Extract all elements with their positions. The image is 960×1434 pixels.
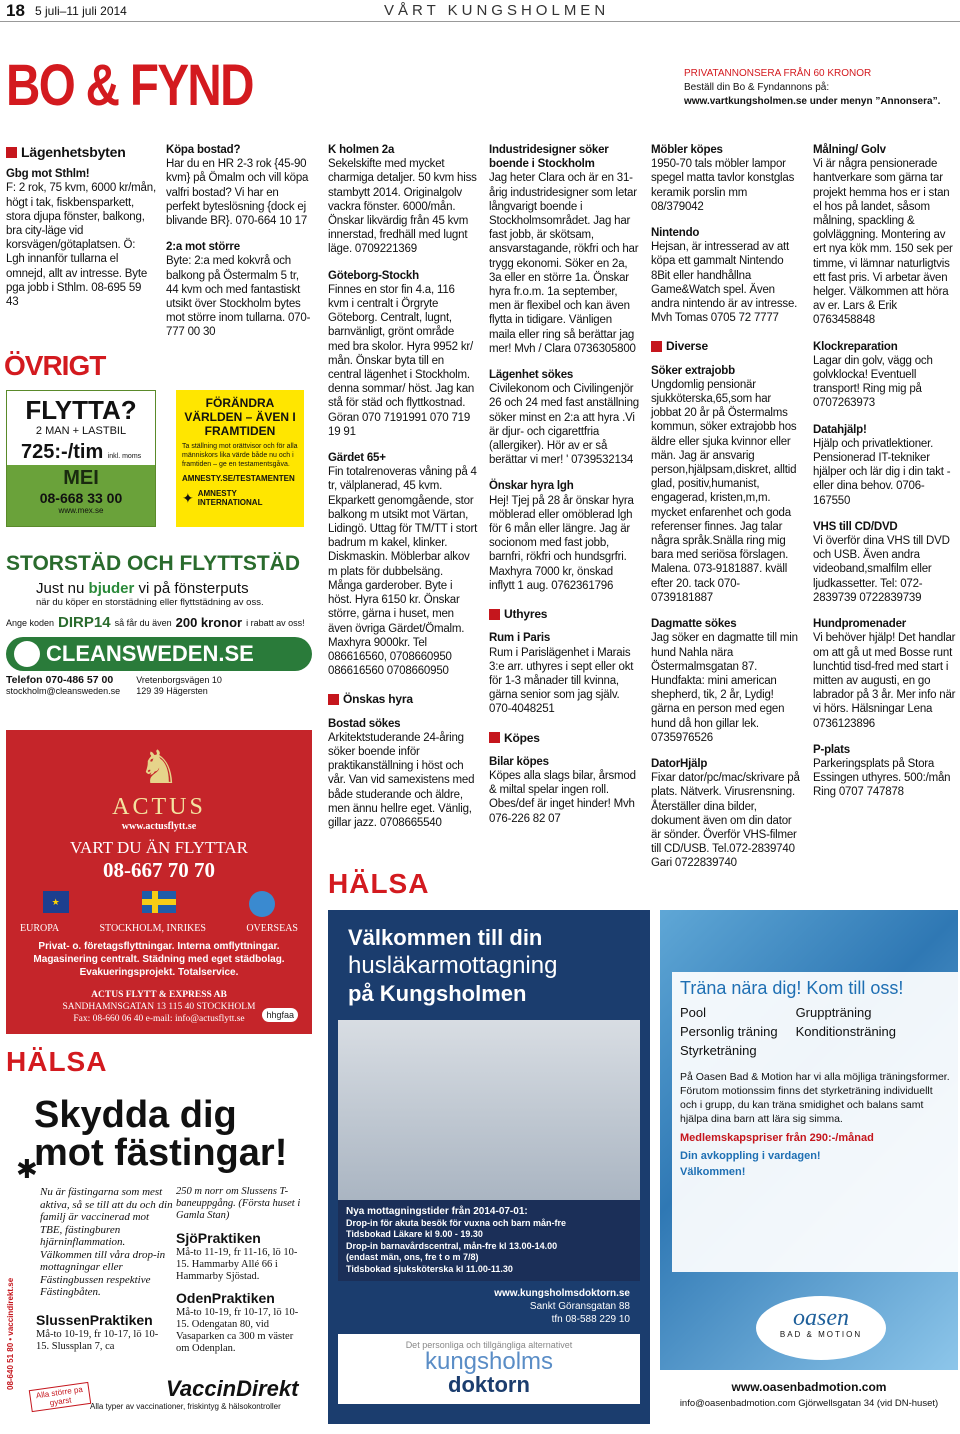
- ad-body: Har du en HR 2-3 rok {45-90 kvm} på Ömalm och vill köpa valfri bostad? Vi har en perfekt byteslösning {dock ej blivande BR}. 070-664 10 17: [166, 158, 309, 228]
- vaccin-sjo-text: Må-to 11-19, fr 11-16, lö 10-15. Hammarby Allé 66 i Hammarby Sjöstad.: [176, 1247, 298, 1282]
- clean-code-row: Ange koden DIRP14 så får du även 200 kronor i rabatt av oss!: [6, 614, 305, 631]
- actus-web[interactable]: www.actusflytt.se: [121, 821, 197, 832]
- ad-body: Fixar dator/pc/mac/skrivare på plats. Nätverk. Virusrensning. Återställer dina bilder, dokument även om din dator är sönder. Överför VHS-filmer till CD/USB. Tel.072-2839740 Gari 0722839740: [651, 772, 800, 870]
- ad-heading: Gbg mot Sthlm!: [6, 168, 90, 181]
- oasen-welcome-2: Välkommen!: [680, 1166, 746, 1178]
- section-lagenhetsbyten: Lägenhetsbyten: [6, 145, 156, 159]
- ovrigt-heading: ÖVRIGT: [4, 350, 106, 381]
- doktor-footer: Det personliga och tillgängliga alternativet kungsholms doktorn: [338, 1334, 640, 1404]
- sweden-flag-icon: [142, 891, 176, 913]
- ad-heading: Gärdet 65+: [328, 452, 386, 465]
- vaccin-title-1: Skydda dig: [34, 1094, 237, 1136]
- globe-icon: [249, 891, 275, 917]
- oasen-ad[interactable]: [660, 910, 958, 1424]
- vaccin-title-2: mot fästingar!: [34, 1132, 288, 1174]
- flytta-price: 725:-/tim: [21, 441, 104, 463]
- flytta-line: 2 MAN + LASTBIL: [7, 425, 155, 441]
- column-2: [166, 143, 314, 340]
- section-marker-icon: [6, 147, 17, 158]
- column-6: [813, 143, 957, 800]
- column-3: [328, 143, 478, 830]
- ad-body: Lagar din golv, vägg och golvklocka! Eventuell transport! Ring mig på 0707263973: [813, 354, 933, 410]
- vaccin-side: 08-640 51 80 • vaccindirekt.se: [6, 1277, 15, 1390]
- ad-heading: Rum i Paris: [489, 632, 551, 645]
- kungsholmsdoktorn-ad[interactable]: [328, 910, 650, 1424]
- oasen-logo: oasen BAD & MOTION: [756, 1296, 886, 1360]
- actus-brand: ACTUS: [112, 794, 206, 820]
- ad-heading: Önskar hyra lgh: [489, 480, 574, 493]
- oasen-panel: [672, 972, 958, 1272]
- section-marker-icon: [651, 341, 662, 352]
- ad-heading: K holmen 2a: [328, 144, 395, 156]
- ad-body: Vi överför dina VHS till DVD och USB. Även andra videoband,smalfilm eller ljudkassetter. Tel: 072-2839739 0722839739: [813, 535, 950, 604]
- ad-body: Arkitektstuderande 24-åring söker boende inför praktikanställning i höst och vår. Van vid samexistens med både studerande och äldre, men ännu hellre eget. Vänlig, gillar jazz. 0708665540: [328, 731, 475, 829]
- section-diverse: Diverse: [651, 339, 801, 353]
- ad-heading: Datahjälp!: [813, 423, 867, 436]
- flytta-web: www.mex.se: [58, 506, 104, 515]
- ad-heading: Möbler köpes: [651, 144, 723, 156]
- halsa-heading-left: HÄLSA: [6, 1046, 108, 1077]
- order-url[interactable]: www.vartkungsholmen.se under menyn ”Annonsera”.: [684, 96, 941, 107]
- ad-body: Sekelskifte med mycket charmiga detaljer. 50 kvm hiss stambytt 2014. Originalgolv vackra fönster. 6000/mån. Önskar likvärdig från 45 kvm innerstad, fredhäll med lugnt läge. 0709221369: [328, 158, 477, 256]
- ad-body: Rum i Parislägenhet i Marais 3:e arr. uthyres i sept eller okt för 1-3 månader till kvinna, gärna senior som jag själv. 070-4048251: [489, 646, 634, 716]
- section-kopes: Köpes: [489, 731, 639, 745]
- oasen-title: Träna nära dig! Kom till oss!: [680, 978, 904, 998]
- candle-icon: ✦: [182, 489, 194, 506]
- order-info: [684, 67, 940, 109]
- issue-date: 5 juli–11 juli 2014: [35, 4, 127, 18]
- column-1: [6, 143, 156, 309]
- ad-body: Jag heter Clara och är en 31-årig industridesigner som letar långvarigt boende i Stockholmsområdet. Jag har fast jobb, är skötsam, ansvarstagande, rökfri och har trygg ekonomi. Söker en 2a, 3a eller en större 1a. Önskar hyra fr.o.m. 1a september, men är flexibel och kan även flytta in tidigare. Vänligen maila eller ring så berättar jag mer! Mvh / Clara 0736305800: [489, 172, 639, 355]
- ad-body: 1950-70 tals möbler lampor spegel matta tavlor konstglas keramik porslin mm 08/379042: [651, 158, 795, 213]
- ad-heading: Klockreparation: [813, 340, 898, 353]
- oasen-price: Medlemskapspriser från 290:-/månad: [680, 1132, 874, 1144]
- ad-heading: 2:a mot större: [166, 241, 240, 254]
- vaccin-sluss-text: Må-to 10-19, fr 10-17, lö 10-15. Slussplan 7, ca: [36, 1329, 159, 1352]
- ad-body: Vi är några pensionerade hantverkare som gärna tar projekt hemma hos er i stan el hos på landet, såsom målning, spackling & golvläggning. Montering av ert nya kök mm. 150 sek per timme, vi lämnar naturligtvis ett fast pris. Vi arbetar även helger. Välkommen att höra av er. Lars & Erik 0763458848: [813, 158, 953, 327]
- ad-heading: Lägenhet sökes: [489, 369, 574, 382]
- ad-body: Ungdomlig pensionär sjukköterska,65,som har jobbat 20 år på Östermalms kommun, söker extrajobb hos äldre eller sjuka kvinnor eller män. Jag är ansvarig person,hjälpsam,diskret, alltid glad, positiv,humanist, engagerad, kristen,m,m. mycket enfarenhet och goda referenser finnes. Jag talar några språk.Snälla ring mig bara med seriösa förslagen. Malena. 073-9181887. kväll efter 20. tack 070-0739181887: [651, 378, 797, 604]
- cleansweden-ad[interactable]: [6, 552, 312, 722]
- ad-body: Civilekonom och Civilingenjör 26 och 24 med fast anställning söker minst en 2:a att hyra .Vi är djur- och cigarettfria (allergiker). Hör av er så berättar vi mer! ' 0739532134: [489, 383, 639, 467]
- ad-heading: Köpa bostad?: [166, 144, 241, 156]
- amnesty-title: FÖRÄNDRA VÄRLDEN – ÄVEN I FRAMTIDEN: [184, 396, 296, 438]
- ad-heading: Göteborg-Stockh: [328, 269, 419, 282]
- page-header: [0, 0, 960, 22]
- ad-body: Finnes en stor fin 4.a, 116 kvm i centralt i Örgryte Göteborg. Centralt, lugnt, barnvänligt, grönt område med bra skolor. Hyra 9952 kr/ mån. Önskar byta till en central lägenhet i Stockholm. denna sommar/ höst. Jag kan stå för städ och flyttkostnad. Göran 070 7191991 070 719 19 91: [328, 283, 475, 438]
- oasen-welcome-1: Din avkoppling i vardagen!: [680, 1150, 821, 1162]
- actus-services: Privat- o. företagsflyttningar. Interna omflyttningar. Magasinering centralt. Städning med eget städbolag. Evakueringsprojekt. Totalservice.: [33, 941, 285, 978]
- private-ads-line: PRIVATANNONSERA FRÅN 60 KRONOR: [684, 68, 872, 79]
- ad-heading: Industridesigner söker boende i Stockholm: [489, 144, 609, 171]
- amnesty-url: AMNESTY.SE/TESTAMENTEN: [182, 474, 295, 483]
- ad-body: Fin totalrenoveras våning på 4 tr, välplanerad, 45 kvm. Ekparkett genomgående, stor balkong m utsikt mot Värtan, Lidingö. Uttag för TM/TT i stort badrum m kakel, klinker. Diskmaskin. Möblerbar alkov m plats för dubbelsäng. Många garderober. Byte i höst. Hyra 6150 kr. Önskar större, gärna i huset, men även övriga Gärdet/Ömalm. Maxhyra 9000kr. Tel 086616560, 0708660950 086616560 0708660950: [328, 466, 478, 678]
- vaccin-brand: VaccinDirekt: [166, 1376, 299, 1401]
- column-4: [489, 143, 639, 826]
- column-5: [651, 143, 801, 871]
- oasen-contact: info@oasenbadmotion.com Gjörwellsgatan 34 (vid DN-huset): [679, 1398, 939, 1409]
- section-title: BO & FYND: [6, 53, 253, 118]
- vaccin-oden-text: Må-to 10-19, fr 10-17, lö 10-15. Odengatan 80, vid Vasaparken ca 300 m väster om Odenplan.: [176, 1307, 299, 1354]
- clean-brand-row: [6, 637, 312, 671]
- clean-offer-sub: när du köper en storstädning eller flyttstädning av oss.: [36, 597, 264, 608]
- ad-heading: VHS till CD/DVD: [813, 520, 898, 533]
- doktor-contact: www.kungsholmsdoktorn.se Sankt Göransgatan 88 tfn 08-588 229 10: [494, 1288, 630, 1325]
- oasen-bullets: Pool Personlig träning Styrketräning Gruppträning Konditionsträning: [680, 1005, 897, 1058]
- amnesty-ad[interactable]: [176, 390, 304, 527]
- ad-body: Jag söker en dagmatte till min hund Nahla nära Östermalmsgatan 87. Hundfakta: mini american shepherd, tik, 2 år, Lydig! gärna en person med egen hund då hon gillar lek. 0735976526: [651, 632, 798, 744]
- oasen-text: På Oasen Bad & Motion har vi alla möjliga träningsformer. Förutom motionssim finns det styrketräning individuellt och i grupp, du kan träna smidighet och balans samt hjälpa dina barn att lära sig simma.: [680, 1071, 950, 1125]
- section-marker-icon: [489, 732, 500, 743]
- ad-body: Hjälp och privatlektioner. Pensionerad IT-tekniker hjälper och lär dig i din takt - eller dina behov. 0706-167550: [813, 437, 951, 507]
- ad-heading: Målning/ Golv: [813, 144, 886, 156]
- flytta-title: FLYTTA?: [7, 391, 155, 425]
- ad-body: Hej! Tjej på 28 år önskar hyra möblerad eller omöblerad lgh för 6 mån eller längre. Jag är socionom med fast jobb, barnfri, rökfri och hundsgrfri. Maxhyra 7000 kr, önskad inflytt 1 aug. 0762361796: [489, 494, 634, 592]
- eu-flag-icon: ★: [43, 891, 69, 913]
- actus-cert: hhgfaa: [262, 1008, 298, 1022]
- ad-heading: Dagmatte sökes: [651, 618, 737, 631]
- clean-code: DIRP14: [58, 614, 111, 631]
- actus-regions: EUROPA STOCKHOLM, INRIKES OVERSEAS: [20, 923, 298, 934]
- actus-ad[interactable]: [6, 730, 312, 1034]
- section-marker-icon: [489, 609, 500, 620]
- vaccindirekt-ad[interactable]: [6, 1090, 312, 1424]
- vaccin-intro: Nu är fästingarna som mest aktiva, så se till att du och din familj är vaccinerad mot TBE, fästingburen hjärninflammation. Välkommen till våra drop-in mottagningar eller Fästingbussen respektive Fästingbåten.: [40, 1186, 173, 1298]
- actus-flags: [6, 891, 312, 917]
- section-uthyres: Uthyres: [489, 607, 639, 621]
- ad-heading: Söker extrajobb: [651, 364, 735, 377]
- clean-contact: Telefon 070-486 57 00 stockholm@cleansweden.se Vretenborgsvägen 10 129 39 Hägersten: [6, 674, 222, 696]
- section-onskas-hyra: Önskas hyra: [328, 692, 478, 706]
- pegasus-icon: ♞: [138, 742, 180, 793]
- flytta-phone: 08-668 33 00: [39, 490, 123, 506]
- flytta-vat: inkl. moms: [107, 453, 142, 460]
- ad-body: Vi behöver hjälp! Det handlar om att gå ut med Bosse runt lunchtid tisd-fred med start i mitten av augusti, en go labrador på 3 år. Mer info när vi hörs. Hälsningar Lena 0736123896: [813, 632, 956, 730]
- flytta-logo: MEI: [63, 467, 99, 489]
- ad-body: Hejsan, är intresserad av att köpa ett gammalt Nintendo 8Bit eller handhållna Game&Watch spel. Även andra nintendo är av intresse. Mvh Tomas 0705 72 7777: [651, 241, 798, 325]
- oasen-web[interactable]: www.oasenbadmotion.com: [731, 1380, 887, 1394]
- ad-body: Köpes alla slags bilar, årsmod & miltal spelar ingen roll. Obes/def är inget hinder! Mvh 076-226 82 07: [489, 769, 636, 825]
- vaccin-oden: OdenPraktiken: [176, 1290, 275, 1306]
- doktor-headline: Välkommen till din husläkarmottagning på Kungsholmen: [348, 925, 558, 1006]
- clean-amount: 200 kronor: [175, 615, 243, 630]
- amnesty-logo: ✦ AMNESTY INTERNATIONAL: [182, 489, 263, 507]
- halsa-heading-right: HÄLSA: [328, 868, 430, 899]
- amnesty-text: Ta ställning mot orättvisor och för alla människors lika värde både nu och i framtiden – ge en testamentsgåva.: [182, 443, 298, 468]
- actus-footer: ACTUS FLYTT & EXPRESS AB SANDHAMNSGATAN 13 115 40 STOCKHOLM Fax: 08-660 06 40 e-mail: info@actusflytt.se: [62, 990, 256, 1024]
- vaccin-bus: 250 m norr om Slussens T-baneuppgång. (Första huset i Gamla Stan): [176, 1186, 301, 1221]
- clean-offer: Just nu bjuder vi på fönsterputs: [36, 580, 249, 597]
- tick-icon: ✱: [16, 1154, 38, 1184]
- vaccin-tag: Alla typer av vaccinationer, friskintyg & hälsokontroller: [90, 1402, 281, 1411]
- ad-body: Parkeringsplats på Stora Essingen uthyres. 500:/mån Ring 0707 747878: [813, 757, 951, 799]
- order-line: Beställ din Bo & Fyndannons på:: [684, 82, 830, 93]
- staff-photo: [338, 1020, 640, 1200]
- clean-brand: CLEANSWEDEN.SE: [46, 641, 254, 666]
- ad-heading: Hundpromenader: [813, 618, 907, 631]
- page-number: 18: [6, 1, 25, 20]
- paper-name: VÅRT KUNGSHOLMEN: [384, 2, 610, 19]
- ad-body: F: 2 rok, 75 kvm, 6000 kr/mån, högt i tak, fiskbensparkett, stora djupa fönster, balkong, bra city-läge vid korsvägen/götaplatsen. Ö: Lgh innanför tullarna el omnejd, allt av intresse. Byte pga jobb i Sthlm. 08-695 59 43: [6, 182, 156, 309]
- flytta-ad[interactable]: [6, 390, 156, 527]
- flytta-price-row: [7, 441, 155, 465]
- actus-slogan: VART DU ÄN FLYTTAR: [69, 838, 249, 857]
- ad-heading: P-plats: [813, 743, 850, 756]
- section-marker-icon: [328, 694, 339, 705]
- ad-heading: Bilar köpes: [489, 755, 549, 768]
- doktor-hours: Nya mottagningstider från 2014-07-01: Drop-in för akuta besök för vuxna och barn mån-fre Tidsbokad Läkare kl 9.00 - 19.30 Drop-in barnavårdscentral, mån-fre kl 13.00-14.00 (endast män, ons, fre t o m 7/8) Tidsbokad sjuksköterska kl 11.00-11.30: [338, 1200, 640, 1281]
- ad-heading: Nintendo: [651, 227, 700, 240]
- vaccin-sluss: SlussenPraktiken: [36, 1312, 153, 1328]
- clean-title: STORSTÄD OCH FLYTTSTÄD: [6, 552, 301, 575]
- ad-body: Byte: 2:a med kokvrå och balkong på Östermalm 5 tr, 44 kvm och med fantastiskt utsikt över Stockholm bytes mot större inom tullarna. 070-777 00 30: [166, 255, 311, 339]
- clean-logo-icon: [14, 641, 40, 667]
- vaccin-sjo: SjöPraktiken: [176, 1230, 261, 1246]
- vaccin-stamp: Alla större pa gyarst: [29, 1382, 91, 1412]
- ad-heading: Bostad sökes: [328, 717, 401, 730]
- actus-phone: 08-667 70 70: [103, 858, 215, 882]
- ad-heading: DatorHjälp: [651, 757, 708, 770]
